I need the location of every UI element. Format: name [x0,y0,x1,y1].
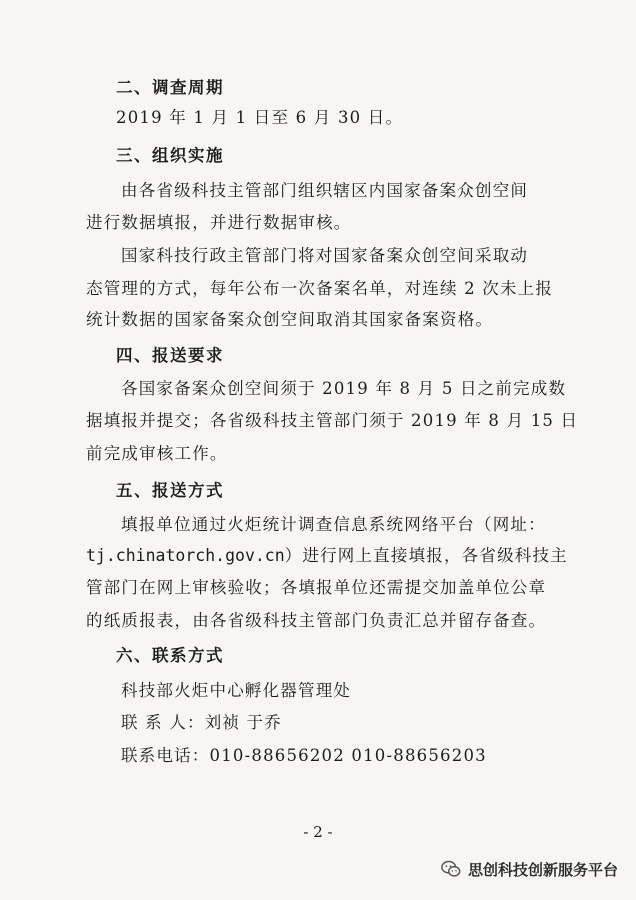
website-url[interactable]: tj.chinatorch.gov.cn [86,546,285,565]
paragraph-line: 进行数据填报，并进行数据审核。 [86,213,352,232]
paragraph-text: ）进行网上直接填报，各省级科技主 [284,546,568,565]
section-heading-2: 二、调查周期 [116,78,224,97]
paragraph-line: 统计数据的国家备案众创空间取消其国家备案资格。 [86,310,494,329]
paragraph-line: 2019 年 1 月 1 日至 6 月 30 日。 [116,108,404,127]
watermark-text: 思创科技创新服务平台 [467,860,618,879]
paragraph-line: 的纸质报表，由各省级科技主管部门负责汇总并留存备查。 [86,611,547,630]
section-heading-4: 四、报送要求 [116,346,224,365]
section-heading-6: 六、联系方式 [116,646,224,665]
paragraph-line: 由各省级科技主管部门组织辖区内国家备案众创空间 [121,181,529,200]
paragraph-line: 各国家备案众创空间须于 2019 年 8 月 5 日之前完成数 [121,379,567,398]
contact-phones: 联系电话：010-88656202 010-88656203 [121,746,487,765]
section-heading-5: 五、报送方式 [116,481,224,500]
paragraph-line: 态管理的方式，每年公布一次备案名单，对连续 2 次未上报 [86,279,554,298]
contact-department: 科技部火炬中心孵化器管理处 [121,681,352,700]
paragraph-line-with-url [86,545,568,567]
paragraph-line: 据填报并提交；各省级科技主管部门须于 2019 年 8 月 15 日 [86,411,579,430]
paragraph-line: 管部门在网上审核验收；各填报单位还需提交加盖单位公章 [86,578,547,597]
wechat-icon [440,858,462,880]
contact-persons: 联 系 人：刘祯 于乔 [121,713,282,732]
watermark [440,858,618,880]
section-heading-3: 三、组织实施 [116,146,224,165]
paragraph-line: 填报单位通过火炬统计调查信息系统网络平台（网址： [121,515,546,534]
page-number: - 2 - [303,823,333,841]
paragraph-line: 前完成审核工作。 [86,444,228,463]
paragraph-line: 国家科技行政主管部门将对国家备案众创空间采取动 [121,246,529,265]
